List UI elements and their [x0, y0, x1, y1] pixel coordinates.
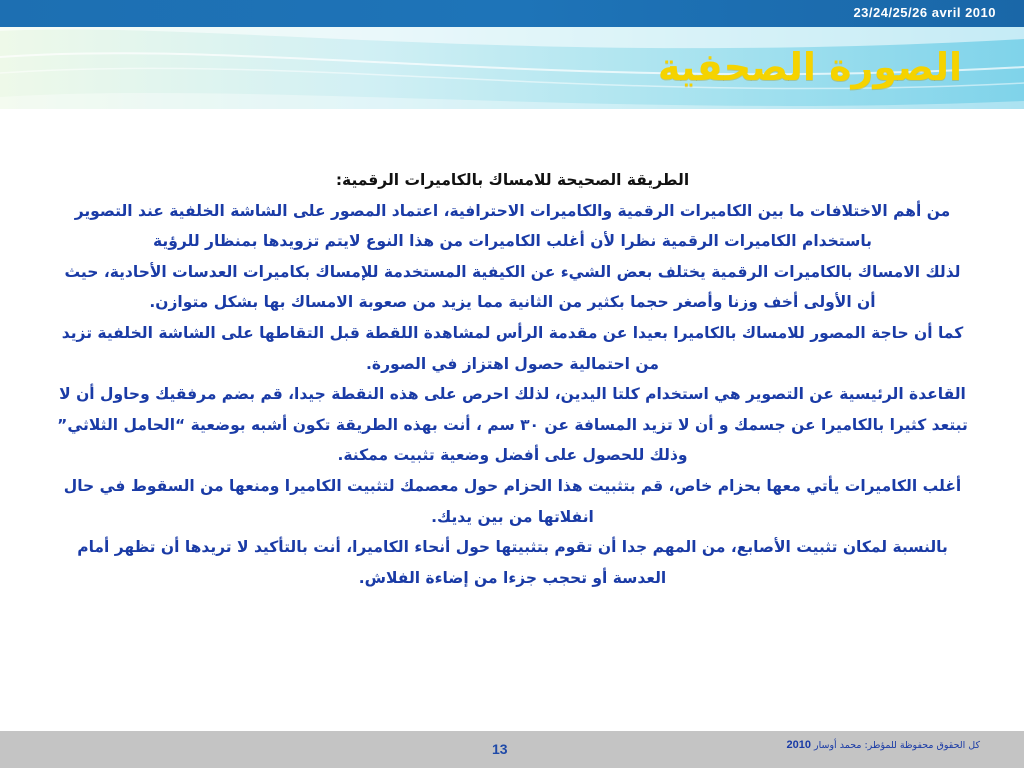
copyright-text: كل الحقوق محفوظة للمؤطر: محمد أوسار — [814, 740, 980, 751]
body-paragraph-2: لذلك الامساك بالكاميرات الرقمية يختلف بعض الشيء عن الكيفية المستخدمة للإمساك بكاميرات العدسات الأحادية، حيث أن الأولى أخف وزنا وأصغر حجما بكثير من الثانية مما يزيد من صعوبة الامساك بها بشكل متوازن. — [64, 262, 961, 312]
copyright-notice — [787, 739, 980, 751]
page-number: 13 — [492, 741, 508, 757]
event-date: 23/24/25/26 avril 2010 — [853, 5, 996, 20]
body-paragraph-1: من أهم الاختلافات ما بين الكاميرات الرقمية والكاميرات الاحترافية، اعتماد المصور على الشاشة الخلفية عند التصوير باستخدام الكاميرات الرقمية نظرا لأن أغلب الكاميرات من هذا النوع لايتم تزويدها بمنظار للرؤية — [74, 201, 951, 251]
slide-body — [55, 165, 970, 665]
body-paragraph-3: كما أن حاجة المصور للامساك بالكاميرا بعيدا عن مقدمة الرأس لمشاهدة اللقطة قبل التقاطها على الشاشة الخلفية تزيد من احتمالية حصول اهتزاز في الصورة. — [61, 323, 964, 373]
footer-bar — [0, 731, 1024, 768]
slide-title: الصورة الصحفية — [657, 45, 962, 89]
body-paragraph-6: بالنسبة لمكان تثبيت الأصابع، من المهم جدا أن تقوم بتثبيتها حول أنحاء الكاميرا، أنت بالتأكيد لا تريدها أن تظهر أمام العدسة أو تحجب جزءا من إضاءة الفلاش. — [77, 538, 948, 587]
body-intro: الطريقة الصحيحة للامساك بالكاميرات الرقمية: — [335, 171, 690, 189]
copyright-year: 2010 — [786, 739, 811, 751]
body-paragraph-4: القاعدة الرئيسية عن التصوير هي استخدام كلتا اليدين، لذلك احرص على هذه النقطة جيدا، قم بضم مرفقيك وحاول أن لا تبتعد كثيرا بالكاميرا عن جسمك و أن لا تزيد المسافة عن ٣٠ سم ، أنت بهذه الطريقة تكون أشبه بوضعية “الحامل الثلاثي” وذلك للحصول على أفضل وضعية تثبيت ممكنة. — [57, 385, 968, 465]
title-banner — [0, 27, 1024, 109]
top-strip — [0, 0, 1024, 27]
body-paragraph-5: أغلب الكاميرات يأتي معها بحزام خاص، قم بتثبيت هذا الحزام حول معصمك لتثبيت الكاميرا ومنعها من السقوط في حال انفلاتها من بين يديك. — [63, 476, 962, 526]
